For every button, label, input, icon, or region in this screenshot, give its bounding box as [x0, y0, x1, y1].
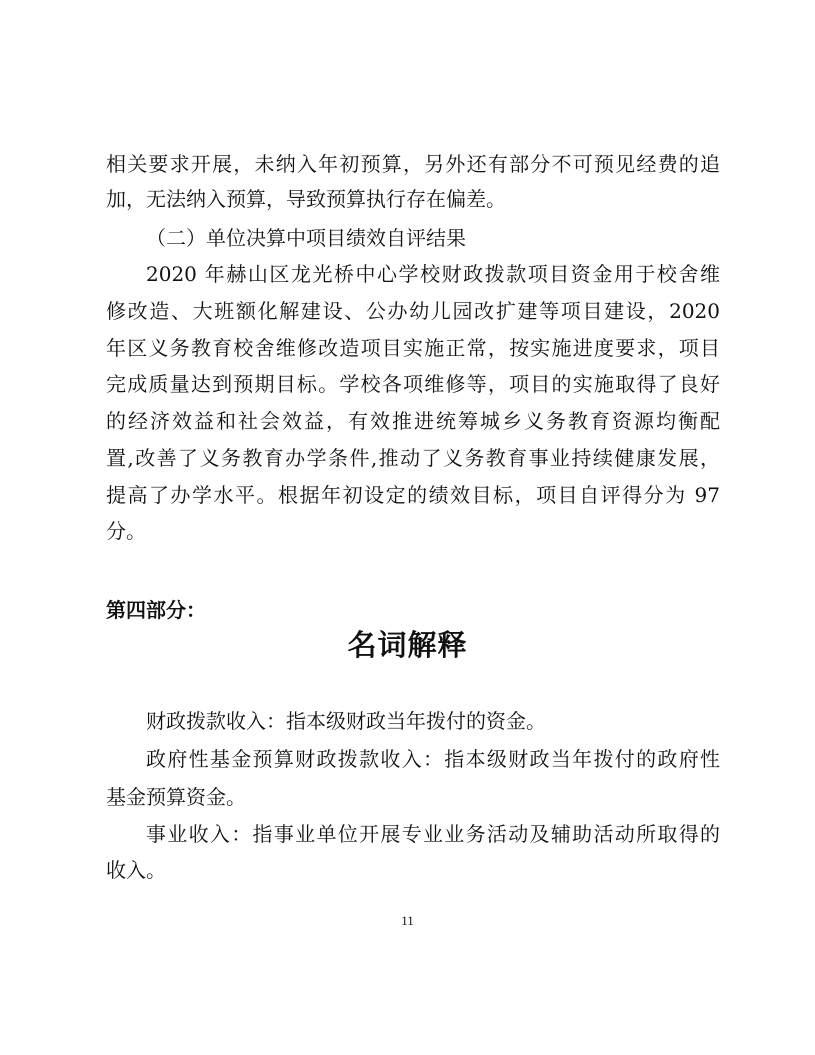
paragraph-line: 2020 年赫山区龙光桥中心学校财政拨款项目资金用于校舍维 [146, 262, 720, 286]
paragraph-line: 的经济效益和社会效益，有效推进统筹城乡义务教育资源均衡配 [106, 409, 720, 433]
paragraph-line: 分。 [106, 519, 146, 543]
page-number: 11 [401, 913, 414, 928]
paragraph-line: 相关要求开展，未纳入年初预算，另外还有部分不可预见经费的追 [106, 152, 720, 176]
definition-line: 收入。 [106, 858, 166, 882]
section-label: 第四部分： [106, 598, 206, 622]
definition-line: 基金预算资金。 [106, 785, 246, 809]
definition-line: 政府性基金预算财政拨款收入：指本级财政当年拨付的政府性 [146, 747, 720, 771]
definition-line: 事业收入：指事业单位开展专业业务活动及辅助活动所取得的 [146, 822, 720, 846]
paragraph-line: 修改造、大班额化解建设、公办幼儿园改扩建等项目建设，2020 [106, 299, 720, 323]
definition-line: 财政拨款收入：指本级财政当年拨付的资金。 [146, 709, 546, 733]
paragraph-line: 加，无法纳入预算，导致预算执行存在偏差。 [106, 187, 506, 211]
paragraph-line: 置,改善了义务教育办学条件,推动了义务教育事业持续健康发展， [106, 446, 720, 470]
subheading: （二）单位决算中项目绩效自评结果 [146, 226, 466, 250]
section-title: 名词解释 [347, 628, 468, 662]
paragraph-line: 完成质量达到预期目标。学校各项维修等，项目的实施取得了良好 [106, 372, 720, 396]
paragraph-line: 年区义务教育校舍维修改造项目实施正常，按实施进度要求，项目 [106, 336, 720, 360]
paragraph-line: 提高了办学水平。根据年初设定的绩效目标，项目自评得分为 97 [106, 483, 720, 507]
